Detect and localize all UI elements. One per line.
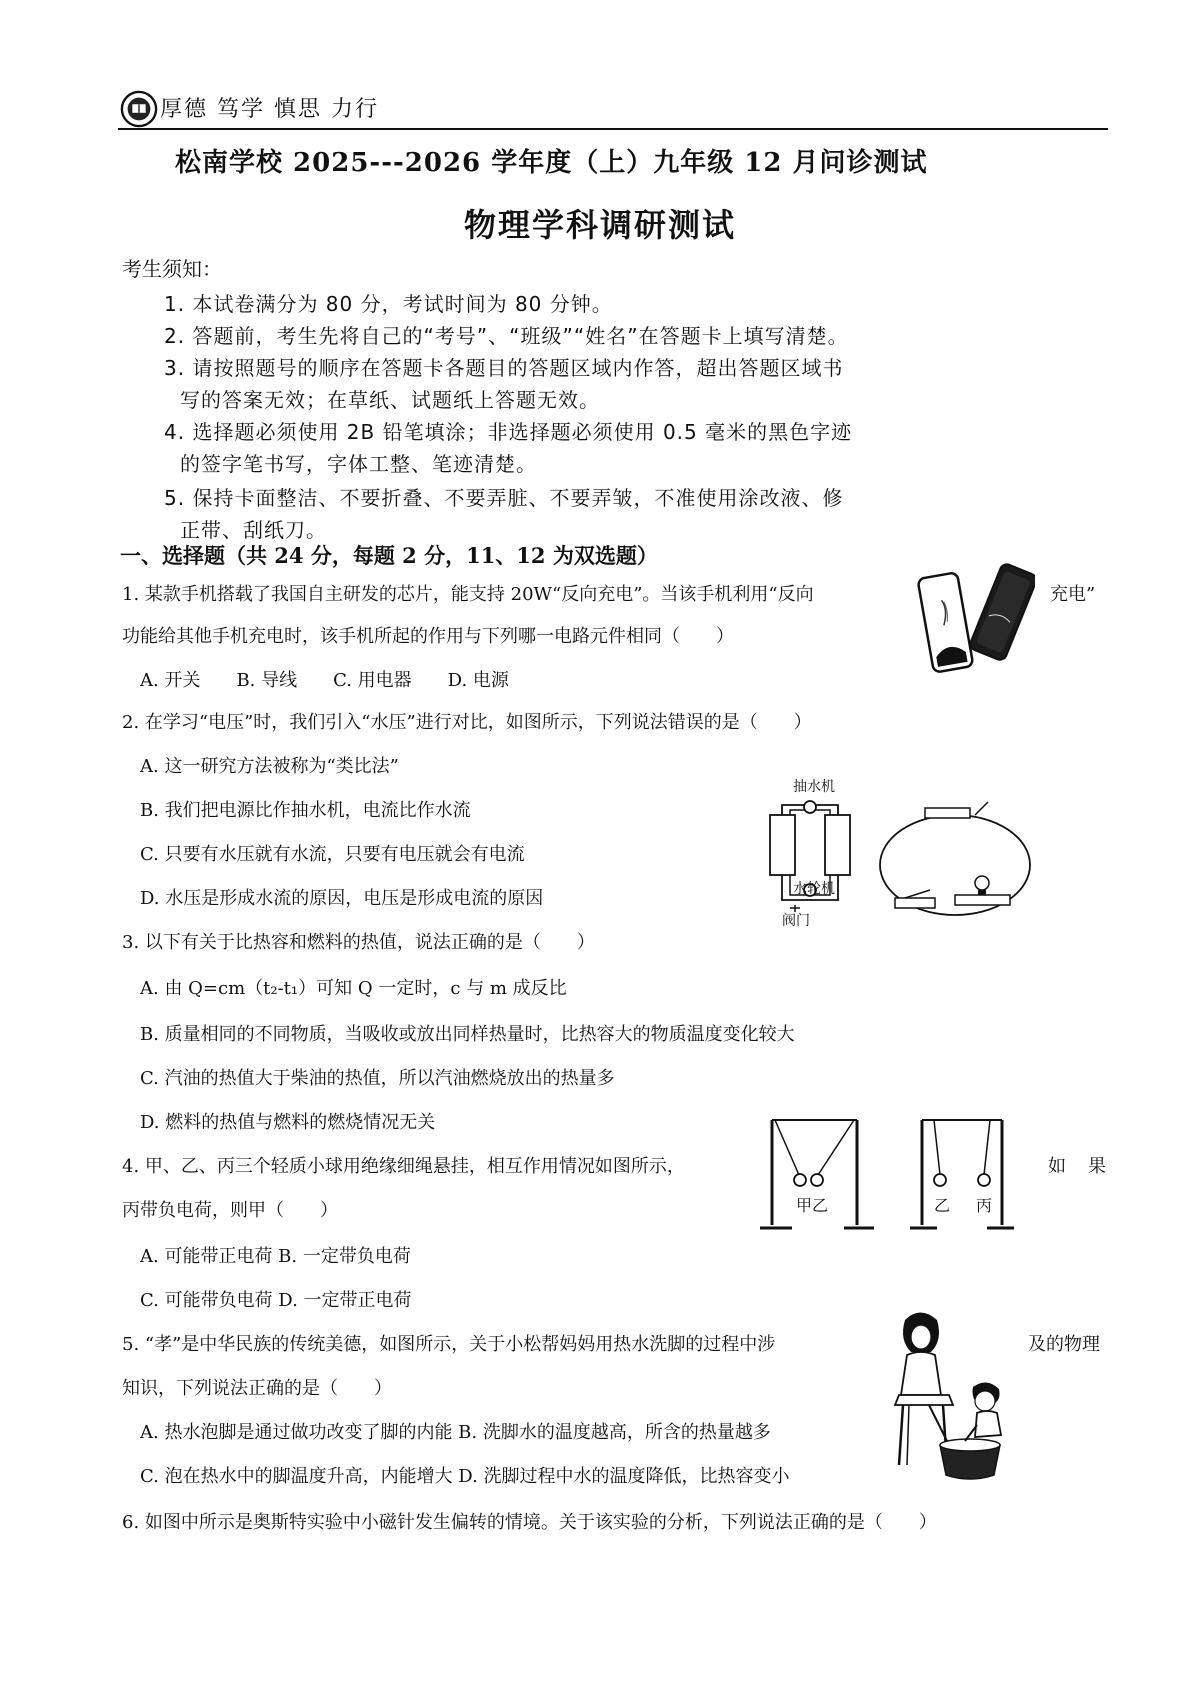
q3-option-c: C. 汽油的热值大于柴油的热值，所以汽油燃烧放出的热量多 bbox=[140, 1068, 615, 1089]
notice-item-1: 1. 本试卷满分为 80 分，考试时间为 80 分钟。 bbox=[164, 292, 613, 316]
q2-option-b: B. 我们把电源比作抽水机，电流比作水流 bbox=[140, 800, 471, 821]
notice-item-3-cont: 写的答案无效；在草纸、试题纸上答题无效。 bbox=[180, 388, 600, 412]
page-title: 物理学科调研测试 bbox=[463, 206, 736, 244]
q4-stem-line1: 4. 甲、乙、丙三个轻质小球用绝缘细绳悬挂，相互作用情况如图所示， bbox=[122, 1156, 685, 1177]
q3-option-d: D. 燃料的热值与燃料的燃烧情况无关 bbox=[140, 1112, 436, 1133]
school-motto: 厚德 笃学 慎思 力行 bbox=[160, 97, 379, 122]
q2-stem: 2. 在学习“电压”时，我们引入“水压”进行对比，如图所示，下列说法错误的是（ ） bbox=[122, 712, 812, 733]
notice-item-4-cont: 的签字笔书写，字体工整、笔迹清楚。 bbox=[180, 452, 537, 476]
q1-stem-tail: 充电” bbox=[1050, 584, 1096, 605]
q2-option-c: C. 只要有水压就有水流，只要有电压就会有电流 bbox=[140, 844, 525, 865]
fig-label-bing: 丙 bbox=[976, 1196, 993, 1215]
q1-stem-line1: 1. 某款手机搭载了我国自主研发的芯片，能支持 20W“反向充电”。当该手机利用“反向 bbox=[122, 584, 814, 605]
q3-stem: 3. 以下有关于比热容和燃料的热值，说法正确的是（ ） bbox=[122, 932, 595, 953]
foot-washing-illustration bbox=[885, 1305, 1010, 1490]
q1-stem-line2: 功能给其他手机充电时，该手机所起的作用与下列哪一电路元件相同（ ） bbox=[122, 626, 734, 647]
phones-figure bbox=[915, 560, 1035, 680]
header-divider bbox=[118, 128, 1108, 130]
q1-options: A. 开关 B. 导线 C. 用电器 D. 电源 bbox=[140, 670, 509, 691]
water-circuit-analogy-figure bbox=[760, 780, 1040, 930]
fig-label-valve: 阀门 bbox=[782, 913, 810, 929]
charged-balls-figure bbox=[752, 1110, 1022, 1245]
q5-options-cd: C. 泡在热水中的脚温度升高，内能增大 D. 洗脚过程中水的温度降低，比热容变小 bbox=[140, 1466, 790, 1487]
q6-stem: 6. 如图中所示是奥斯特实验中小磁针发生偏转的情境。关于该实验的分析，下列说法正确的是（ ） bbox=[122, 1512, 937, 1533]
section-heading: 一、选择题（共 24 分，每题 2 分，11、12 为双选题） bbox=[120, 543, 658, 568]
q5-stem-line1: 5. “孝”是中华民族的传统美德，如图所示，关于小松帮妈妈用热水洗脚的过程中涉 bbox=[122, 1334, 776, 1355]
fig-label-yi: 乙 bbox=[934, 1196, 951, 1215]
q4-options-ab: A. 可能带正电荷 B. 一定带负电荷 bbox=[140, 1246, 411, 1267]
notice-item-5-cont: 正带、刮纸刀。 bbox=[180, 518, 327, 542]
q5-options-ab: A. 热水泡脚是通过做功改变了脚的内能 B. 洗脚水的温度越高，所含的热量越多 bbox=[140, 1422, 771, 1443]
notice-item-3: 3. 请按照题号的顺序在答题卡各题目的答题区域内作答，超出答题区域书 bbox=[164, 356, 844, 380]
school-exam-title: 松南学校 2025---2026 学年度（上）九年级 12 月问诊测试 bbox=[175, 148, 928, 178]
school-logo-icon bbox=[120, 90, 158, 128]
notice-heading: 考生须知： bbox=[122, 257, 222, 281]
fig-label-turbine: 水轮机 bbox=[793, 881, 835, 897]
fig-label-pump: 抽水机 bbox=[793, 779, 835, 795]
q2-option-d: D. 水压是形成水流的原因，电压是形成电流的原因 bbox=[140, 888, 544, 909]
q4-options-cd: C. 可能带负电荷 D. 一定带正电荷 bbox=[140, 1290, 412, 1311]
q5-stem-line2: 知识，下列说法正确的是（ ） bbox=[122, 1378, 392, 1399]
q3-option-b: B. 质量相同的不同物质，当吸收或放出同样热量时，比热容大的物质温度变化较大 bbox=[140, 1024, 795, 1045]
q2-option-a: A. 这一研究方法被称为“类比法” bbox=[140, 756, 399, 777]
notice-item-2: 2. 答题前，考生先将自己的“考号”、“班级”“姓名”在答题卡上填写清楚。 bbox=[164, 324, 849, 348]
q4-stem-tail: 如 果 bbox=[1048, 1156, 1108, 1177]
notice-item-4: 4. 选择题必须使用 2B 铅笔填涂；非选择题必须使用 0.5 毫米的黑色字迹 bbox=[164, 420, 853, 444]
q3-option-a: A. 由 Q=cm（t₂-t₁）可知 Q 一定时，c 与 m 成反比 bbox=[140, 978, 567, 999]
notice-item-5: 5. 保持卡面整洁、不要折叠、不要弄脏、不要弄皱，不准使用涂改液、修 bbox=[164, 486, 844, 510]
q5-stem-tail: 及的物理 bbox=[1028, 1334, 1100, 1355]
q4-stem-line2: 丙带负电荷，则甲（ ） bbox=[122, 1200, 338, 1221]
fig-label-jia-yi: 甲乙 bbox=[796, 1196, 829, 1215]
